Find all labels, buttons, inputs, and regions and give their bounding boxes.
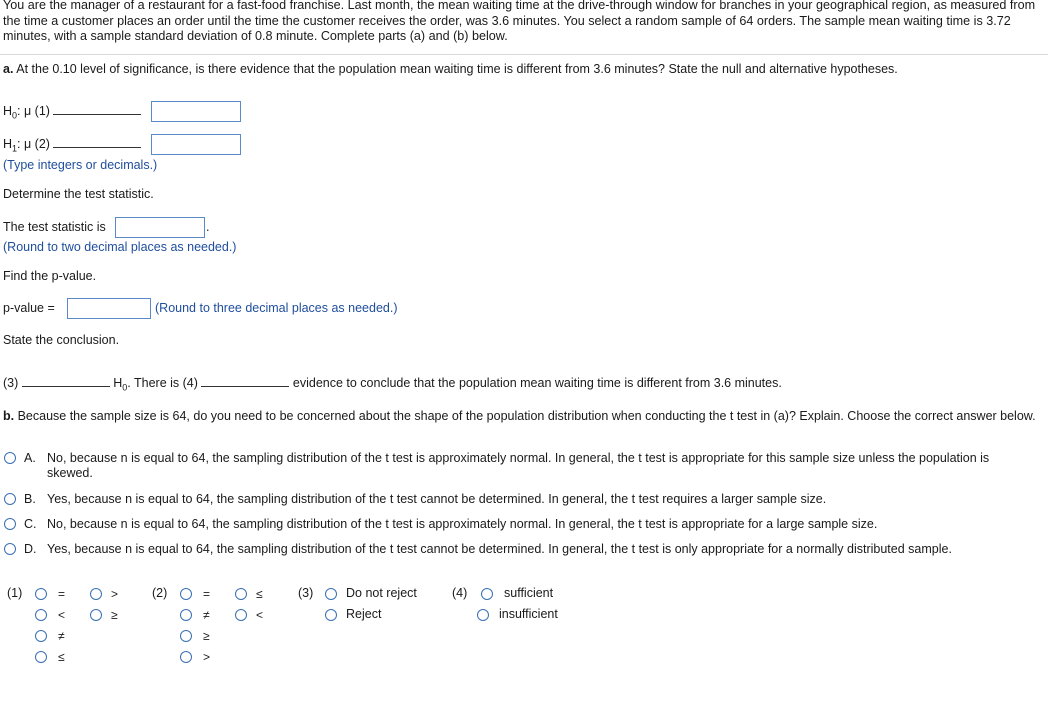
option-a-radio[interactable] [4, 452, 16, 464]
divider [0, 54, 1048, 55]
g2-radio-ne[interactable] [180, 609, 192, 621]
option-a-text: No, because n is equal to 64, the sampling distribution of the t test is approximately normal. In general, the t test is appropriate for this sample size unless the population is [47, 451, 990, 465]
g2-sym-eq: = [203, 587, 211, 601]
g2-sym-lt: < [256, 608, 264, 622]
g1-radio-ne[interactable] [35, 630, 47, 642]
g4-radio-sufficient[interactable] [481, 588, 493, 600]
concl-4-blank[interactable] [201, 385, 289, 387]
g2-sym-ge: ≥ [203, 629, 210, 643]
g1-sym-ge: ≥ [111, 608, 118, 622]
option-b-letter: B. [24, 492, 36, 506]
find-p-text: Find the p-value. [3, 269, 97, 283]
ts-period: . [206, 220, 210, 234]
g1-radio-gt[interactable] [90, 588, 102, 600]
problem-statement: You are the manager of a restaurant for a fast-food franchise. Last month, the mean waiting time at the drive-through window for branches in your geographical region, as measured from the time a customer places an order until the time the customer receives the order, was 3.6 minutes. You select a random sample of 64 orders. The sample mean waiting time is 3.72 minutes, with a sample standard deviation of 0.8 minute. Complete parts (a) and (b) below. [3, 0, 1036, 43]
g1-radio-ge[interactable] [90, 609, 102, 621]
g2-radio-lt[interactable] [235, 609, 247, 621]
choice-group-4-label: (4) [452, 586, 468, 600]
g3-radio-reject[interactable] [325, 609, 337, 621]
p-label: p-value = [3, 301, 55, 315]
h0-sub: 0 [12, 110, 18, 121]
h0-row [3, 104, 141, 121]
concl-h-sub: 0 [122, 382, 128, 393]
concl-end: evidence to conclude that the population mean waiting time is different from 3.6 minutes. [292, 376, 782, 390]
part-a-question [3, 62, 898, 76]
concl-h: H [113, 376, 123, 390]
g1-radio-eq[interactable] [35, 588, 47, 600]
g2-radio-ge[interactable] [180, 630, 192, 642]
p-hint: (Round to three decimal places as needed.) [155, 301, 398, 315]
h1-row [3, 137, 141, 154]
determine-ts-text: Determine the test statistic. [3, 187, 154, 201]
g1-sym-le: ≤ [58, 650, 65, 664]
g3-radio-do-not-reject[interactable] [325, 588, 337, 600]
option-a-letter: A. [24, 451, 36, 465]
g1-radio-le[interactable] [35, 651, 47, 663]
part-a-label: a. [3, 62, 14, 76]
g1-sym-eq: = [58, 587, 66, 601]
option-d-radio[interactable] [4, 543, 16, 555]
g3-text-reject: Reject [346, 607, 382, 621]
part-a-text: At the 0.10 level of significance, is there evidence that the population mean waiting time is different from 3.6 minutes? State the null and alternative hypotheses. [16, 62, 898, 76]
choice-group-1-label: (1) [7, 586, 23, 600]
g2-radio-gt[interactable] [180, 651, 192, 663]
option-c-text: No, because n is equal to 64, the sampling distribution of the t test is approximately normal. In general, the t test is appropriate for a large sample size. [47, 517, 878, 531]
test-statistic-input[interactable] [115, 217, 205, 238]
g1-radio-lt[interactable] [35, 609, 47, 621]
h1-operator-blank[interactable] [53, 146, 141, 148]
concl-mid: . There is (4) [127, 376, 198, 390]
g4-text-insufficient: insufficient [499, 607, 558, 621]
part-b-label: b. [3, 409, 15, 423]
hypothesis-hint: (Type integers or decimals.) [3, 158, 158, 172]
choice-group-2-label: (2) [152, 586, 168, 600]
h0-value-input[interactable] [151, 101, 241, 122]
state-conclusion-text: State the conclusion. [3, 333, 120, 347]
concl-3-blank[interactable] [22, 385, 110, 387]
h0-operator-blank[interactable] [53, 113, 141, 115]
option-d-text: Yes, because n is equal to 64, the sampling distribution of the t test cannot be determined. In general, the t test is only appropriate for a normally distributed sample. [47, 542, 952, 556]
h1-h: H [3, 137, 13, 151]
option-a-text2: skewed. [47, 466, 93, 480]
g1-sym-lt: < [58, 608, 66, 622]
p-value-input[interactable] [67, 298, 151, 319]
g4-text-sufficient: sufficient [504, 586, 554, 600]
h0-h: H [3, 104, 13, 118]
option-d-letter: D. [24, 542, 37, 556]
choice-group-3-label: (3) [298, 586, 314, 600]
ts-hint: (Round to two decimal places as needed.) [3, 240, 237, 254]
h0-mu: : μ (1) [17, 104, 50, 118]
ts-label: The test statistic is [3, 220, 106, 234]
part-b-question [3, 409, 1043, 424]
g2-sym-le: ≤ [256, 587, 263, 601]
option-b-radio[interactable] [4, 493, 16, 505]
g2-radio-le[interactable] [235, 588, 247, 600]
g1-sym-ne: ≠ [58, 629, 65, 643]
g3-text-do-not-reject: Do not reject [346, 586, 417, 600]
g2-radio-eq[interactable] [180, 588, 192, 600]
conclusion-row [3, 376, 782, 393]
h1-value-input[interactable] [151, 134, 241, 155]
g2-sym-ne: ≠ [203, 608, 210, 622]
concl-3-label: (3) [3, 376, 19, 390]
g1-sym-gt: > [111, 587, 119, 601]
h1-sub: 1 [12, 143, 18, 154]
h1-mu: : μ (2) [17, 137, 50, 151]
option-b-text: Yes, because n is equal to 64, the sampling distribution of the t test cannot be determined. In general, the t test requires a larger sample size. [47, 492, 827, 506]
option-c-letter: C. [24, 517, 37, 531]
g2-sym-gt: > [203, 650, 211, 664]
option-c-radio[interactable] [4, 518, 16, 530]
g4-radio-insufficient[interactable] [477, 609, 489, 621]
part-b-text: Because the sample size is 64, do you need to be concerned about the shape of the population distribution when conducting the t test in (a)? Explain. Choose the correct answer below. [17, 409, 1036, 423]
